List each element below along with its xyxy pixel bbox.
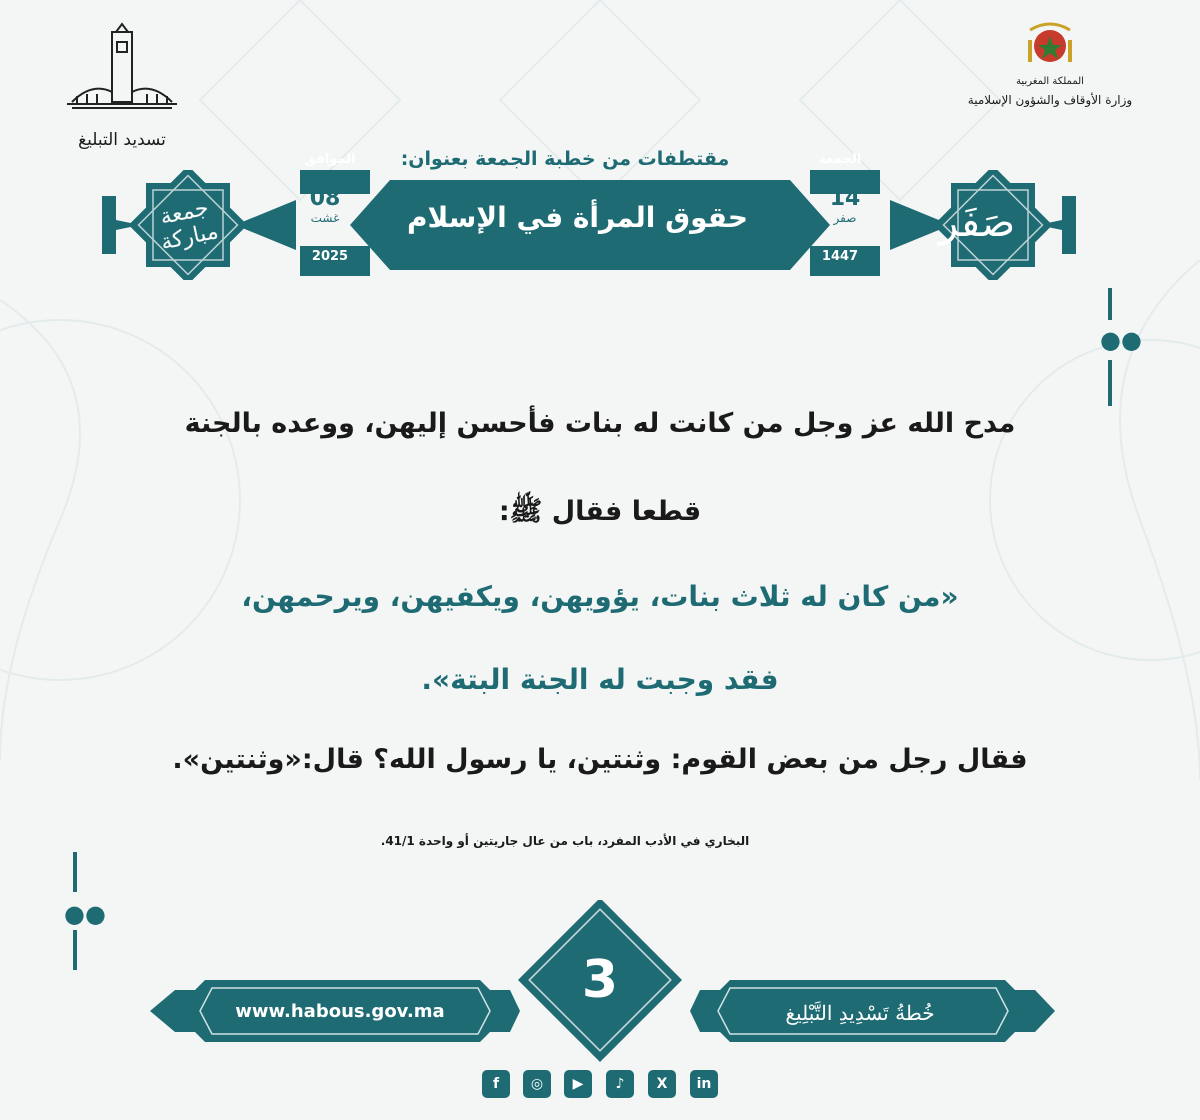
month-calligraphy: صَفَر — [938, 200, 1016, 246]
khutba-title: حقوق المرأة في الإسلام — [406, 201, 749, 234]
hijri-day-block — [810, 186, 880, 225]
khutba-subtitle: مقتطفات من خطبة الجمعة بعنوان: — [400, 148, 730, 170]
gregorian-year: 2025 — [311, 249, 349, 264]
body-line-2: قطعا فقال ﷺ: — [498, 496, 702, 527]
youtube-icon[interactable]: ▶ — [564, 1070, 592, 1098]
hadith-line-1: «من كان له ثلاث بنات، يؤويهن، ويكفيهن، ويرحمهن، — [241, 580, 959, 613]
hijri-year: 1447 — [821, 249, 859, 264]
left-divider-top — [73, 852, 77, 892]
coat-of-arms-icon — [1020, 20, 1080, 70]
gregorian-month: غشت — [310, 211, 340, 225]
jumua-mubaraka-calligraphy: جمعة مباركة — [157, 195, 221, 256]
gregorian-year-block — [295, 249, 365, 264]
hijri-year-block — [805, 249, 875, 264]
ministry-logo — [960, 20, 1140, 107]
gregorian-date — [295, 152, 365, 167]
gregorian-label: الموافق — [304, 152, 356, 167]
gregorian-day-block — [290, 186, 360, 225]
right-divider-top — [1108, 288, 1112, 320]
hijri-date — [805, 152, 875, 167]
hijri-day: 14 — [829, 186, 861, 211]
facebook-icon[interactable]: f — [482, 1070, 510, 1098]
x-icon[interactable]: X — [648, 1070, 676, 1098]
gregorian-day: 08 — [309, 186, 341, 211]
instagram-icon[interactable]: ◎ — [523, 1070, 551, 1098]
right-divider-bottom — [1108, 360, 1112, 406]
tiktok-icon[interactable]: ♪ — [606, 1070, 634, 1098]
body-line-5: فقال رجل من بعض القوم: وثنتين، يا رسول الله؟ قال:«وثنتين». — [172, 744, 1028, 775]
mosque-icon — [62, 22, 182, 127]
website-link[interactable]: www.habous.gov.ma — [235, 1001, 445, 1022]
hadith-line-2: فقد وجبت له الجنة البتة». — [421, 663, 779, 696]
kingdom-label: المملكة المغربية — [1016, 76, 1084, 87]
logo-left-caption: تسديد التبليغ — [78, 130, 166, 150]
page-number: 3 — [581, 950, 619, 1010]
tasdid-logo — [62, 22, 182, 150]
hadith-reference: البخاري في الأدب المفرد، باب من عال جاريتين أو واحدة 41/1. — [380, 834, 750, 848]
body-line-1: مدح الله عز وجل من كانت له بنات فأحسن إليهن، ووعده بالجنة — [184, 408, 1016, 439]
hijri-month: صفر — [833, 211, 857, 225]
plan-label: خُطةُ تَسْدِيدِ التَّبْلِيغ — [785, 1001, 935, 1025]
hijri-label: الجمعة — [818, 152, 862, 167]
ministry-caption: وزارة الأوقاف والشؤون الإسلامية — [967, 93, 1133, 107]
linkedin-icon[interactable]: in — [690, 1070, 718, 1098]
left-divider-ornament: ●● — [64, 900, 106, 928]
right-divider-ornament: ●● — [1100, 326, 1142, 354]
